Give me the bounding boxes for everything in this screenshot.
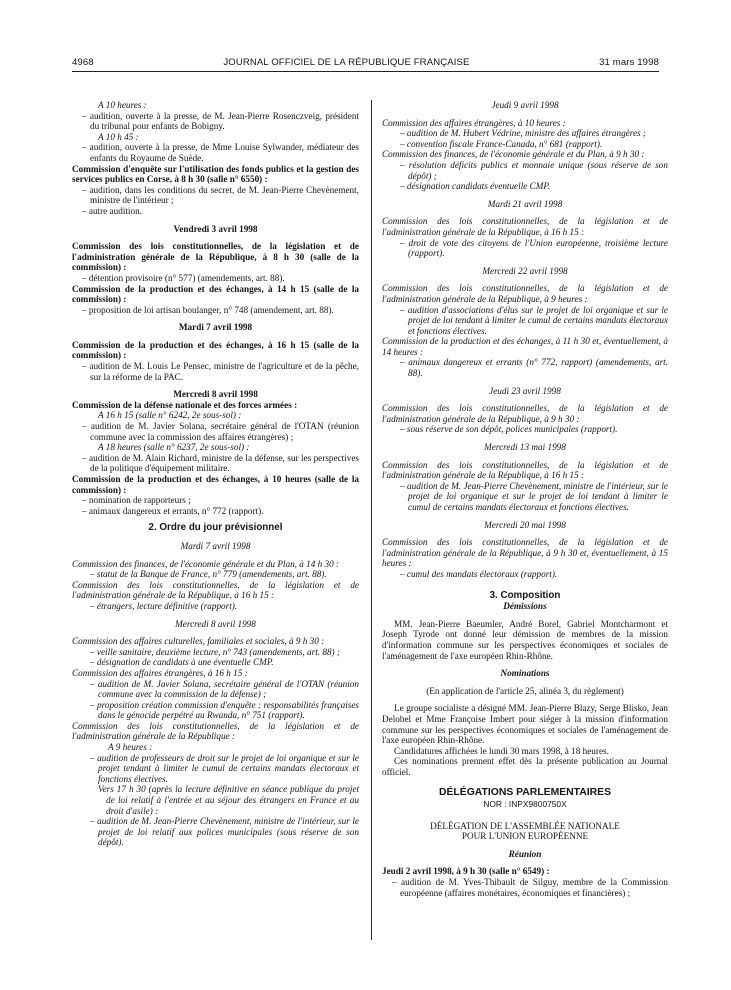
day-heading: Mercredi 22 avril 1998 [482, 265, 568, 276]
time-line: A 9 heures : [108, 742, 153, 753]
day-heading: Mercredi 8 avril 1998 [173, 389, 258, 400]
page-number: 4968 [72, 56, 94, 68]
commission-heading: Commission d'enquête sur l'utilisation des fonds publics et la gestion des services publics en Corse, à 8 h 30 (salle n° 6550) : [72, 163, 359, 185]
time-line: A 16 h 15 (salle n° 6242, 2e sous-sol) : [98, 410, 242, 421]
commission-heading: Commission des lois constitutionnelles, de la législation et de l'administration générale de la République : [72, 720, 359, 742]
subsection-heading: Réunion [508, 848, 542, 859]
time-line: A 10 h 45 : [98, 131, 139, 142]
commission-heading: Commission des finances, de l'économie générale et du Plan, à 14 h 30 : [72, 558, 340, 569]
agenda-item: – audition de M. Hubert Védrine, ministre des affaires étrangères ; [400, 128, 646, 139]
commission-heading: Commission de la production et des échanges, à 10 heures (salle de la commission) : [72, 474, 359, 495]
agenda-item: – audition de M. Javier Solana, secrétaire général de l'OTAN (réunion commune avec la commission de la défense) ; [90, 678, 359, 700]
paragraph: Candidatures affichées le lundi 30 mars 1998, à 18 heures. [394, 745, 609, 756]
day-heading: Jeudi 9 avril 1998 [491, 100, 559, 110]
commission-heading: Commission de la production et des échanges, à 14 h 15 (salle de la commission) : [72, 283, 359, 305]
agenda-item: – animaux dangereux et errants (n° 772, rapport) (amendements, art. 88). [400, 357, 668, 379]
commission-heading: Commission des lois constitutionnelles, de la législation et de l'administration générale de la République, à 9 heures : [382, 283, 668, 304]
agenda-item: – audition d'associations d'élus sur le projet de loi organique et sur le projet de loi tendant à limiter le cumul de certains mandats électoraux et fonctions électives. [400, 304, 668, 336]
commission-heading: Commission des lois constitutionnelles, de la législation et de l'administration générale de la République, à 9 h 30 : [382, 403, 668, 424]
agenda-item: – veille sanitaire, deuxième lecture, n° 743 (amendements, art. 88) ; [90, 646, 340, 657]
day-heading: Jeudi 23 avril 1998 [489, 385, 561, 396]
day-heading: Vendredi 3 avril 1998 [173, 223, 258, 234]
nor-reference: NOR : INPX9800750X [483, 799, 567, 810]
commission-heading: Commission de la production et des échanges, à 11 h 30 et, éventuellement, à 14 heures : [382, 336, 668, 357]
commission-heading: Commission des lois constitutionnelles, de la législation et de l'administration générale de la République, à 16 h 15 : [72, 579, 359, 601]
agenda-item: – nomination de rapporteurs ; [82, 495, 191, 506]
commission-heading: Commission de la production et des échanges, à 16 h 15 (salle de la commission) : [72, 339, 359, 361]
column-divider [371, 100, 372, 940]
left-column [72, 100, 359, 848]
section-heading: 3. Composition [489, 589, 561, 601]
section-heading: 2. Ordre du jour prévisionnel [148, 522, 283, 534]
paragraph: Le groupe socialiste a désigné MM. Jean-Pierre Blazy, Serge Blisko, Jean Delobel et Mme Françoise Imbert pour siéger à la mission d'information commune sur les perspectives économiques et sociales de l'aménagement de l'axe européen Rhin-Rhône. [382, 703, 668, 746]
agenda-item: – droit de vote des citoyens de l'Union européenne, troisième lecture (rapport). [400, 237, 668, 259]
subsection-heading: Nominations [500, 668, 550, 679]
day-heading: Mardi 21 avril 1998 [487, 198, 563, 209]
agenda-item: – audition de M. Yves-Thibault de Silguy, membre de la Commission européenne (affaires monétaires, économiques et financières) ; [392, 877, 668, 898]
agenda-item: – audition de professeurs de droit sur le projet de loi organique et sur le projet tendant à limiter le cumul de certains mandats électoraux et fonctions électives. [90, 752, 359, 784]
agenda-item: – étrangers, lecture définitive (rapport). [90, 600, 238, 611]
delegations-heading: DÉLÉGATIONS PARLEMENTAIRES [438, 787, 612, 799]
day-heading: Mardi 7 avril 1998 [178, 322, 253, 333]
journal-title: JOURNAL OFFICIEL DE LA RÉPUBLIQUE FRANÇAISE [223, 56, 470, 68]
agenda-item: – convention fiscale France-Canada, n° 681 (rapport). [400, 138, 603, 149]
commission-heading: Commission des affaires étrangères, à 10 heures : [382, 117, 566, 128]
commission-heading: Commission des lois constitutionnelles, de la législation et de l'administration générale de la République, à 16 h 15 : [382, 216, 668, 237]
commission-heading: Commission des affaires culturelles, familiales et sociales, à 9 h 30 : [72, 636, 325, 647]
subsection-heading: Démissions [503, 601, 547, 612]
agenda-item: – animaux dangereux et errants, n° 772 (rapport). [82, 505, 264, 516]
agenda-item: – autre audition. [82, 205, 142, 216]
agenda-item: – statut de la Banque de France, n° 779 (amendements, art. 88). [90, 569, 327, 580]
time-line: Vers 17 h 30 (après la lecture définitive en séance publique du projet de loi relatif à l'entrée et au séjour des étrangers en France et au droit d'asile) : [98, 784, 359, 816]
paragraph: Ces nominations prennent effet dès la présente publication au Journal officiel. [382, 756, 668, 777]
regulation-note: (En application de l'article 25, alinéa 3, du règlement) [426, 685, 624, 696]
commission-heading: Commission des lois constitutionnelles, de la législation et de l'administration générale de la République, à 9 h 30 et, éventuellement, à 15 heures : [382, 537, 668, 569]
agenda-item: – proposition création commission d'enquête : responsabilités françaises dans le génocide perpétré au Rwanda, n° 751 (rapport). [90, 699, 359, 721]
agenda-item: – détention provisoire (n° 577) (amendements, art. 88). [82, 272, 285, 283]
agenda-item: – audition, ouverte à la presse, de Mme Louise Sylwander, médiateur des enfants du Royaume de Suède. [82, 142, 359, 163]
agenda-item: – audition de M. Alain Richard, ministre de la défense, sur les perspectives de la politique d'équipement militaire. [82, 452, 359, 474]
running-header [72, 55, 659, 69]
time-line: A 18 heures (salle n° 6237, 2e sous-sol) : [98, 442, 250, 453]
agenda-item: – audition de M. Louis Le Pensec, ministre de l'agriculture et de la pêche, sur la réforme de la PAC. [82, 361, 359, 382]
commission-heading: Commission des affaires étrangères, à 16 h 15 : [72, 667, 248, 678]
day-heading: Mercredi 13 mai 1998 [484, 442, 566, 453]
time-line: A 10 heures : [98, 100, 147, 110]
day-heading: Mardi 7 avril 1998 [180, 540, 251, 551]
agenda-item: – cumul des mandats électoraux (rapport). [400, 568, 558, 579]
agenda-item: – audition, dans les conditions du secret, de M. Jean-Pierre Chevènement, ministre de l'intérieur ; [82, 184, 359, 206]
commission-heading: Commission des lois constitutionnelles, de la législation et de l'administration générale de la République, à 8 h 30 (salle de la commission) : [72, 241, 359, 273]
day-heading: Mercredi 20 mai 1998 [484, 519, 566, 530]
meeting-heading: Jeudi 2 avril 1998, à 9 h 30 (salle n° 6549) : [382, 866, 550, 877]
day-heading: Mercredi 8 avril 1998 [175, 618, 256, 629]
commission-heading: Commission des lois constitutionnelles, de la législation et de l'administration générale de la République, à 16 h 15 : [382, 459, 668, 481]
agenda-item: – désignation de candidats à une éventuelle CMP. [90, 657, 274, 668]
commission-heading: Commission des finances, de l'économie générale et du Plan, à 9 h 30 : [382, 149, 645, 160]
agenda-item: – audition de M. Jean-Pierre Chevènement, ministre de l'intérieur, sur le projet de loi relatif aux polices municipales (sous réserve de son dépôt). [90, 816, 359, 848]
paragraph: MM. Jean-Pierre Baeumler, André Borel, Gabriel Montcharmont et Joseph Tyrode ont donné leur démission de membres de la mission d'information commune sur les perspectives économiques et sociales de l'aménagement de l'axe européen Rhin-Rhône. [382, 618, 668, 661]
right-column [382, 100, 668, 898]
agenda-item: – audition de M. Javier Solana, secrétaire général de l'OTAN (réunion commune avec la commission des affaires étrangères) ; [82, 421, 359, 442]
agenda-item: – résolution déficits publics et monnaie unique (sous réserve de son dépôt) ; [400, 159, 668, 181]
agenda-item: – audition, ouverte à la presse, de M. Jean-Pierre Rosenczveig, président du tribunal pour enfants de Bobigny. [82, 110, 359, 132]
delegation-title: DÉLÉGATION DE L'ASSEMBLÉE NATIONALE POUR L'UNION EUROPÉENNE [430, 820, 620, 842]
agenda-item: – proposition de loi artisan boulanger, n° 748 (amendement, art. 88). [82, 304, 334, 315]
agenda-item: – sous réserve de son dépôt, polices municipales (rapport). [400, 424, 618, 435]
issue-date: 31 mars 1998 [599, 56, 659, 68]
commission-heading: Commission de la défense nationale et des forces armées : [72, 399, 298, 410]
agenda-item: – audition de M. Jean-Pierre Chevènement, ministre de l'intérieur, sur le projet de loi organique et sur le projet de loi tendant à limiter le cumul de certains mandats électoraux et fonctions électives. [400, 480, 668, 512]
agenda-item: – désignation candidats éventuelle CMP. [400, 181, 551, 192]
header-rule [72, 71, 659, 72]
